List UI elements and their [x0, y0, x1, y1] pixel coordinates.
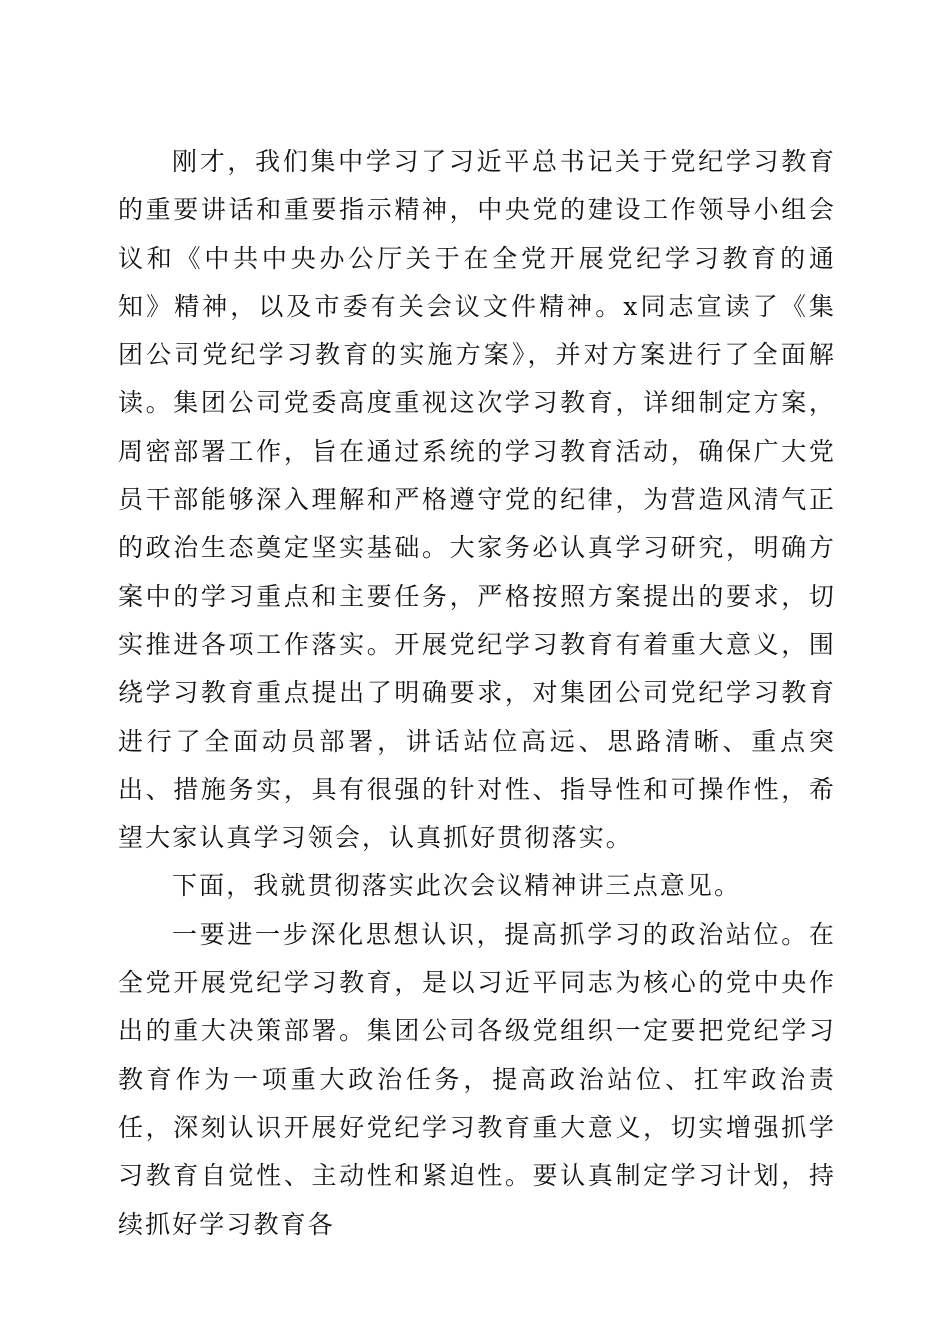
paragraph-transition: 下面，我就贯彻落实此次会议精神讲三点意见。: [172, 871, 742, 901]
paragraph-point-one: 一要进一步深化思想认识，提高抓学习的政治站位。在全党开展党纪学习教育，是以习近平同志为核心的党中央作出的重大决策部署。集团公司各级党组织一定要把党纪学习教育作为一项重大政治任务，提高政治站位、扛牢政治责任，深刻认识开展好党纪学习教育重大意义，切实增强抓学习教育自觉性、主动性和紧迫性。要认真制定学习计划，持续抓好学习教育各: [118, 919, 836, 1239]
paragraph-intro: 刚才，我们集中学习了习近平总书记关于党纪学习教育的重要讲话和重要指示精神，中央党的建设工作领导小组会议和《中共中央办公厅关于在全党开展党纪学习教育的通知》精神，以及市委有关会议文件精神。x同志宣读了《集团公司党纪学习教育的实施方案》，并对方案进行了全面解读。集团公司党委高度重视这次学习教育，详细制定方案，周密部署工作，旨在通过系统的学习教育活动，确保广大党员干部能够深入理解和严格遵守党的纪律，为营造风清气正的政治生态奠定坚实基础。大家务必认真学习研究，明确方案中的学习重点和主要任务，严格按照方案提出的要求，切实推进各项工作落实。开展党纪学习教育有着重大意义，围绕学习教育重点提出了明确要求，对集团公司党纪学习教育进行了全面动员部署，讲话站位高远、思路清晰、重点突出、措施务实，具有很强的针对性、指导性和可操作性，希望大家认真学习领会，认真抓好贯彻落实。: [118, 147, 836, 853]
document-body: [118, 138, 836, 1249]
